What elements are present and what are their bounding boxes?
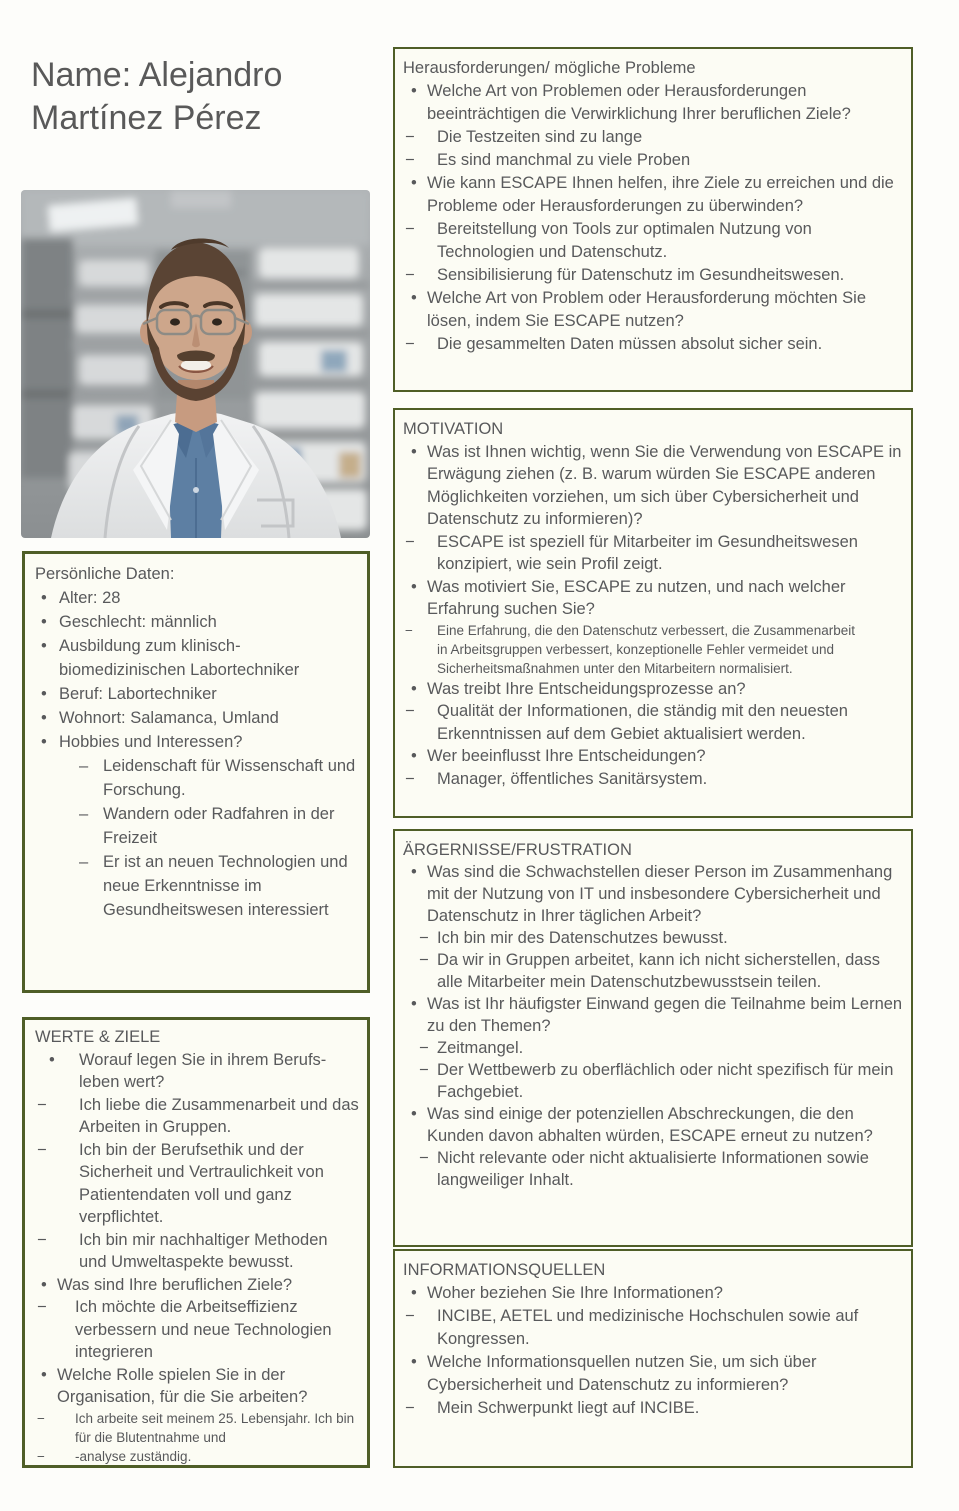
item-text: Worauf legen Sie in ihrem Berufs-leben wert? bbox=[79, 1050, 327, 1091]
list-item bbox=[403, 927, 905, 949]
bullet-marker: • bbox=[41, 613, 47, 631]
bullet-marker: • bbox=[41, 709, 47, 727]
list-item bbox=[403, 1397, 905, 1420]
item-text: Welche Rolle spielen Sie in der Organisation, für die Sie arbeiten? bbox=[57, 1365, 308, 1406]
dash-marker: – bbox=[79, 757, 89, 775]
bullet-marker: • bbox=[411, 82, 417, 100]
dash-marker: − bbox=[419, 1039, 429, 1057]
item-text: -analyse zuständig. bbox=[75, 1448, 192, 1464]
list-item bbox=[35, 1274, 359, 1297]
list-item bbox=[403, 678, 905, 701]
list-item bbox=[35, 1094, 359, 1139]
bullet-marker: • bbox=[41, 589, 47, 607]
bullet-marker: • bbox=[411, 1353, 417, 1371]
list-item bbox=[403, 621, 905, 678]
list-item bbox=[35, 802, 359, 850]
bullet-marker: • bbox=[411, 995, 417, 1013]
list-item bbox=[35, 850, 359, 922]
dash-marker: − bbox=[419, 1061, 429, 1079]
list-item bbox=[35, 706, 359, 730]
item-text: Geschlecht: männlich bbox=[59, 613, 217, 631]
box-title: WERTE & ZIELE bbox=[35, 1028, 161, 1046]
box-title: INFORMATIONSQUELLEN bbox=[403, 1261, 606, 1279]
item-text: Nicht relevante oder nicht aktualisierte Informationen sowie langweiliger Inhalt. bbox=[437, 1149, 869, 1189]
list-item bbox=[35, 1139, 359, 1229]
bullet-marker: • bbox=[411, 289, 417, 307]
list-item bbox=[35, 682, 359, 706]
item-text: Zeitmangel. bbox=[437, 1039, 524, 1057]
list-item bbox=[35, 1364, 359, 1409]
item-text: Ich arbeite seit meinem 25. Lebensjahr. Ich bin für die Blutentnahme und bbox=[75, 1410, 355, 1445]
dash-marker: − bbox=[405, 266, 415, 284]
list-item bbox=[403, 861, 905, 927]
list-item bbox=[35, 1296, 359, 1364]
dash-marker: − bbox=[37, 1095, 47, 1114]
item-text: Woher beziehen Sie Ihre Informationen? bbox=[427, 1284, 723, 1302]
dash-marker: − bbox=[419, 929, 429, 947]
list-item bbox=[35, 610, 359, 634]
dash-marker: − bbox=[405, 1399, 415, 1417]
list-item bbox=[403, 80, 905, 126]
portrait-photo bbox=[21, 190, 370, 538]
list-item bbox=[35, 634, 359, 682]
item-text: INCIBE, AETEL und medizinische Hochschulen sowie auf Kongressen. bbox=[437, 1307, 859, 1348]
list-item bbox=[403, 993, 905, 1037]
dash-marker: − bbox=[405, 151, 415, 169]
bullet-marker: • bbox=[411, 174, 417, 192]
list-item bbox=[35, 1409, 359, 1447]
item-text: Ich bin mir des Datenschutzes bewusst. bbox=[437, 929, 728, 947]
list-item bbox=[403, 441, 905, 531]
item-text: Ich liebe die Zusammenarbeit und das Arbeiten in Gruppen. bbox=[79, 1095, 359, 1136]
values-goals-box bbox=[22, 1017, 370, 1468]
item-text: Welche Art von Problemen oder Herausforderungen beeinträchtigen die Verwirklichung Ihrer beruflichen Ziele? bbox=[427, 82, 851, 123]
item-text: Die Testzeiten sind zu lange bbox=[437, 128, 643, 146]
dash-marker: − bbox=[419, 951, 429, 969]
list-item bbox=[35, 1049, 359, 1094]
bullet-marker: • bbox=[41, 637, 47, 655]
list-item bbox=[403, 1282, 905, 1305]
list-item bbox=[35, 1447, 359, 1466]
bullet-marker: • bbox=[49, 1050, 55, 1069]
bullet-marker: • bbox=[411, 1284, 417, 1302]
item-text: Ich bin mir nachhaltiger Methoden und Umweltaspekte bewusst. bbox=[79, 1230, 328, 1271]
box-title: Persönliche Daten: bbox=[35, 565, 175, 583]
bullet-marker: • bbox=[411, 679, 417, 698]
item-text: Was treibt Ihre Entscheidungsprozesse an? bbox=[427, 679, 746, 698]
item-text: Was ist Ihr häufigster Einwand gegen die Teilnahme beim Lernen zu den Themen? bbox=[427, 995, 903, 1035]
list-item bbox=[35, 730, 359, 754]
list-item bbox=[403, 745, 905, 768]
frustration-list bbox=[403, 861, 905, 1191]
list-item bbox=[403, 287, 905, 333]
item-text: Was ist Ihnen wichtig, wenn Sie die Verwendung von ESCAPE in Erwägung ziehen (z. B. warum würden Sie ESCAPE anderen Möglichkeiten vorziehen, um sich über Cybersicherheit und Datenschutz zu informieren)? bbox=[427, 442, 902, 528]
box-title: ÄRGERNISSE/FRUSTRATION bbox=[403, 841, 632, 859]
persona-name-heading: Name: Alejandro Martínez Pérez bbox=[31, 56, 283, 137]
box-title: Herausforderungen/ mögliche Probleme bbox=[403, 59, 696, 77]
item-text: Die gesammelten Daten müssen absolut sicher sein. bbox=[437, 335, 823, 353]
item-text: Ich bin der Berufsethik und der Sicherheit und Vertraulichkeit von Patientendaten voll und ganz verpflichtet. bbox=[79, 1140, 324, 1226]
bullet-marker: • bbox=[411, 442, 417, 461]
motivation-list bbox=[403, 441, 905, 791]
bullet-marker: • bbox=[411, 863, 417, 881]
list-item bbox=[403, 333, 905, 356]
item-text: Mein Schwerpunkt liegt auf INCIBE. bbox=[437, 1399, 700, 1417]
list-item bbox=[403, 126, 905, 149]
item-text: Was sind einige der potenziellen Abschreckungen, die den Kunden davon abhalten würden, ESCAPE erneut zu nutzen? bbox=[427, 1105, 873, 1145]
values-goals-list bbox=[35, 1049, 359, 1466]
list-item bbox=[403, 172, 905, 218]
item-text: Alter: 28 bbox=[59, 589, 121, 607]
dash-marker: − bbox=[37, 1448, 45, 1464]
dash-marker: − bbox=[37, 1410, 45, 1426]
list-item bbox=[403, 149, 905, 172]
item-text: Wohnort: Salamanca, Umland bbox=[59, 709, 279, 727]
item-text: ESCAPE ist speziell für Mitarbeiter im Gesundheitswesen konzipiert, wie sein Profil zeigt. bbox=[437, 532, 858, 573]
item-text: Ausbildung zum klinisch-biomedizinischen Labortechniker bbox=[59, 637, 300, 679]
motivation-box bbox=[393, 408, 913, 818]
box-title: MOTIVATION bbox=[403, 420, 504, 438]
item-text: Er ist an neuen Technologien und neue Erkenntnisse im Gesundheitswesen interessiert bbox=[103, 853, 348, 919]
item-text: Was sind Ihre beruflichen Ziele? bbox=[57, 1275, 293, 1294]
list-item bbox=[403, 768, 905, 791]
list-item bbox=[403, 1103, 905, 1147]
dash-marker: − bbox=[37, 1140, 47, 1159]
bullet-marker: • bbox=[411, 747, 417, 765]
item-text: Es sind manchmal zu viele Proben bbox=[437, 151, 691, 169]
item-text: Ich möchte die Arbeitseffizienz verbessern und neue Technologien integrieren bbox=[75, 1298, 332, 1361]
bullet-marker: • bbox=[41, 1365, 47, 1384]
item-text: Da wir in Gruppen arbeitet, kann ich nicht sicherstellen, dass alle Mitarbeiter mein Datenschutzbewusstsein teilen. bbox=[437, 951, 880, 991]
item-text: Wie kann ESCAPE Ihnen helfen, ihre Ziele zu erreichen und die Probleme oder Herausforderungen zu überwinden? bbox=[427, 174, 894, 215]
bullet-marker: • bbox=[41, 1275, 47, 1294]
list-item bbox=[403, 264, 905, 287]
list-item bbox=[35, 754, 359, 802]
dash-marker: − bbox=[405, 1307, 415, 1325]
list-item bbox=[403, 1351, 905, 1397]
list-item bbox=[403, 949, 905, 993]
dash-marker: − bbox=[405, 702, 415, 720]
personal-data-list bbox=[35, 586, 359, 922]
bullet-marker: • bbox=[41, 685, 47, 703]
list-item bbox=[403, 218, 905, 264]
item-text: Hobbies und Interessen? bbox=[59, 733, 243, 751]
lab-technician-portrait-illustration bbox=[21, 190, 370, 538]
dash-marker: − bbox=[405, 220, 415, 238]
dash-marker: – bbox=[79, 805, 89, 823]
item-text: Eine Erfahrung, die den Datenschutz verbessert, die Zusammenarbeit in Arbeitsgruppen verbessert, konzeptionelle Fehler vermeidet und Sicherheitsmaßnahmen unter den Mitarbeitern normalisiert. bbox=[437, 622, 855, 676]
item-text: Wandern oder Radfahren in der Freizeit bbox=[103, 805, 335, 847]
dash-marker: − bbox=[405, 128, 415, 146]
bullet-marker: • bbox=[411, 577, 417, 596]
list-item bbox=[35, 1229, 359, 1274]
dash-marker: − bbox=[405, 622, 413, 638]
dash-marker: − bbox=[419, 1149, 429, 1167]
item-text: Bereitstellung von Tools zur optimalen Nutzung von Technologien und Datenschutz. bbox=[437, 220, 812, 261]
list-item bbox=[403, 1037, 905, 1059]
item-text: Beruf: Labortechniker bbox=[59, 685, 217, 703]
item-text: Leidenschaft für Wissenschaft und Forschung. bbox=[103, 757, 356, 799]
list-item bbox=[403, 1147, 905, 1191]
list-item bbox=[403, 700, 905, 745]
challenges-list bbox=[403, 80, 905, 356]
challenges-box bbox=[393, 47, 913, 392]
item-text: Der Wettbewerb zu oberflächlich oder nicht spezifisch für mein Fachgebiet. bbox=[437, 1061, 894, 1101]
dash-marker: – bbox=[79, 853, 89, 871]
item-text: Welche Art von Problem oder Herausforderung möchten Sie lösen, indem Sie ESCAPE nutzen? bbox=[427, 289, 867, 330]
item-text: Was sind die Schwachstellen dieser Person im Zusammenhang mit der Nutzung von IT und insbesondere Cybersicherheit und Datenschutz in Ihrer täglichen Arbeit? bbox=[427, 863, 893, 925]
personal-data-box bbox=[22, 551, 370, 993]
list-item bbox=[403, 1305, 905, 1351]
bullet-marker: • bbox=[41, 733, 47, 751]
dash-marker: − bbox=[405, 769, 415, 788]
item-text: Manager, öffentliches Sanitärsystem. bbox=[437, 769, 708, 788]
bullet-marker: • bbox=[411, 1105, 417, 1123]
dash-marker: − bbox=[37, 1230, 47, 1249]
item-text: Welche Informationsquellen nutzen Sie, um sich über Cybersicherheit und Datenschutz zu informieren? bbox=[427, 1353, 817, 1394]
information-sources-list bbox=[403, 1282, 905, 1420]
frustration-box bbox=[393, 829, 913, 1247]
item-text: Qualität der Informationen, die ständig mit den neuesten Erkenntnissen auf dem Gebiet aktualisiert werden. bbox=[437, 702, 848, 743]
list-item bbox=[35, 586, 359, 610]
information-sources-box bbox=[393, 1249, 913, 1468]
item-text: Wer beeinflusst Ihre Entscheidungen? bbox=[427, 747, 706, 765]
dash-marker: − bbox=[405, 532, 415, 551]
dash-marker: − bbox=[37, 1298, 47, 1316]
dash-marker: − bbox=[405, 335, 415, 353]
item-text: Sensibilisierung für Datenschutz im Gesundheitswesen. bbox=[437, 266, 845, 284]
list-item bbox=[403, 1059, 905, 1103]
list-item bbox=[403, 531, 905, 576]
list-item bbox=[403, 576, 905, 621]
item-text: Was motiviert Sie, ESCAPE zu nutzen, und nach welcher Erfahrung suchen Sie? bbox=[427, 577, 846, 618]
